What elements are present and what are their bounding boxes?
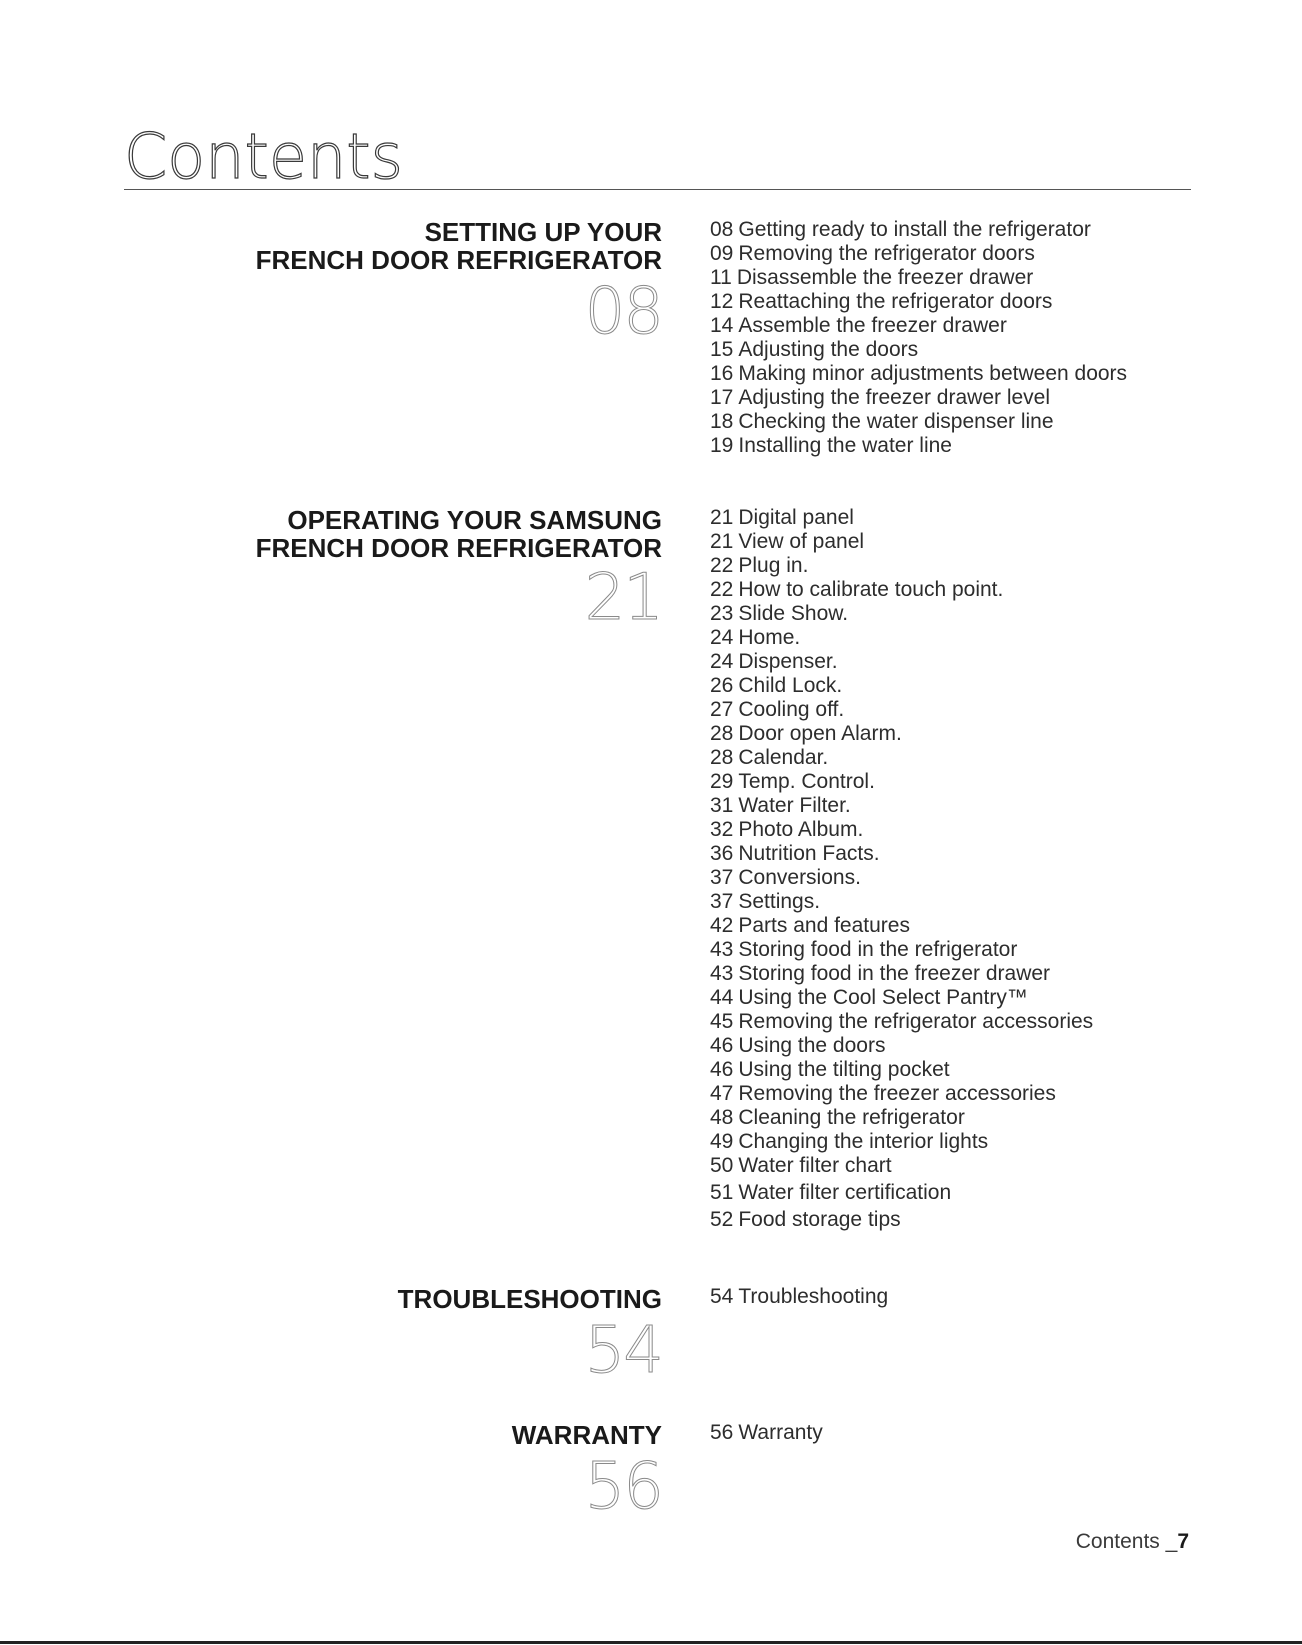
entry-page: 50 (710, 1154, 734, 1177)
footer-label: Contents _ (1075, 1530, 1178, 1553)
toc-entry[interactable] (710, 1034, 1093, 1058)
section-heading-line1: TROUBLESHOOTING (397, 1284, 662, 1314)
toc-entry[interactable] (710, 674, 1093, 698)
entry-page: 24 (710, 626, 734, 649)
section-heading-line2: FRENCH DOOR REFRIGERATOR (255, 245, 662, 275)
entry-title: Settings. (738, 890, 821, 913)
entry-page: 45 (710, 1010, 734, 1033)
toc-entry[interactable] (710, 938, 1093, 962)
section-number: 08 (584, 275, 662, 349)
section-heading (222, 1421, 662, 1449)
page-footer (1076, 1530, 1189, 1554)
entry-title: Changing the interior lights (738, 1130, 989, 1153)
entry-page: 24 (710, 650, 734, 673)
toc-entry[interactable] (710, 602, 1093, 626)
entry-title: Calendar. (738, 746, 829, 769)
entry-list (710, 1285, 888, 1309)
toc-entry[interactable] (710, 410, 1127, 434)
entry-page: 16 (710, 362, 734, 385)
entry-title: Conversions. (738, 866, 861, 889)
entry-page: 46 (710, 1034, 734, 1057)
entry-page: 46 (710, 1058, 734, 1081)
entry-page: 28 (710, 746, 734, 769)
entry-title: Removing the freezer accessories (738, 1082, 1056, 1105)
toc-entry[interactable] (710, 1285, 888, 1309)
toc-entry[interactable] (710, 698, 1093, 722)
entry-title: Home. (738, 626, 801, 649)
entry-page: 15 (710, 338, 734, 361)
entry-page: 56 (710, 1421, 734, 1444)
entry-title: Storing food in the refrigerator (738, 938, 1018, 961)
toc-entry[interactable] (710, 434, 1127, 458)
page-title: Contents (124, 120, 403, 193)
entry-title: Nutrition Facts. (738, 842, 880, 865)
toc-entry[interactable] (710, 1421, 823, 1445)
bottom-border (0, 1641, 1302, 1644)
entry-title: Reattaching the refrigerator doors (738, 290, 1053, 313)
toc-entry[interactable] (710, 1106, 1093, 1130)
entry-page: 27 (710, 698, 734, 721)
toc-entry[interactable] (710, 866, 1093, 890)
entry-list (710, 506, 1093, 1232)
section-heading (222, 506, 662, 562)
title-divider (124, 189, 1191, 190)
entry-title: Water filter chart (738, 1154, 892, 1177)
entry-page: 14 (710, 314, 734, 337)
entry-page: 52 (710, 1208, 734, 1231)
entry-page: 09 (710, 242, 734, 265)
entry-page: 31 (710, 794, 734, 817)
toc-entry[interactable] (710, 1082, 1093, 1106)
entry-page: 22 (710, 578, 734, 601)
toc-entry[interactable] (710, 290, 1127, 314)
entry-title: Disassemble the freezer drawer (736, 266, 1034, 289)
entry-title: Assemble the freezer drawer (738, 314, 1007, 337)
entry-page: 47 (710, 1082, 734, 1105)
toc-entry[interactable] (710, 218, 1127, 242)
entry-page: 54 (710, 1285, 734, 1308)
entry-page: 26 (710, 674, 734, 697)
toc-entry[interactable] (710, 386, 1127, 410)
entry-list (710, 218, 1127, 458)
entry-page: 37 (710, 890, 734, 913)
section-heading-line1: OPERATING YOUR SAMSUNG (287, 505, 662, 535)
entry-page: 28 (710, 722, 734, 745)
toc-entry[interactable] (710, 1130, 1093, 1154)
toc-entry[interactable] (710, 266, 1127, 290)
entry-page: 51 (710, 1181, 734, 1204)
section-number: 21 (584, 561, 662, 635)
entry-title: Troubleshooting (738, 1285, 889, 1308)
entry-title: How to calibrate touch point. (738, 578, 1004, 601)
entry-page: 18 (710, 410, 734, 433)
section-heading (222, 218, 662, 274)
toc-entry[interactable] (710, 314, 1127, 338)
toc-entry[interactable] (710, 530, 1093, 554)
entry-title: Adjusting the freezer drawer level (738, 386, 1051, 409)
entry-page: 19 (710, 434, 734, 457)
toc-entry[interactable] (710, 746, 1093, 770)
entry-title: Door open Alarm. (738, 722, 902, 745)
entry-title: Cooling off. (738, 698, 845, 721)
toc-entry[interactable] (710, 1058, 1093, 1082)
entry-title: Photo Album. (738, 818, 864, 841)
toc-entry[interactable] (710, 626, 1093, 650)
entry-page: 21 (710, 506, 734, 529)
entry-page: 23 (710, 602, 734, 625)
entry-title: Using the doors (738, 1034, 886, 1057)
entry-title: Child Lock. (738, 674, 843, 697)
toc-entry[interactable] (710, 818, 1093, 842)
section-heading-line2: FRENCH DOOR REFRIGERATOR (255, 533, 662, 563)
section-heading-line1: SETTING UP YOUR (424, 217, 662, 247)
entry-title: Dispenser. (738, 650, 838, 673)
toc-entry[interactable] (710, 338, 1127, 362)
section-heading-line1: WARRANTY (511, 1420, 662, 1450)
footer-page-number: 7 (1177, 1530, 1189, 1553)
toc-entry[interactable] (710, 1208, 1093, 1232)
entry-title: Parts and features (738, 914, 910, 937)
toc-entry[interactable] (710, 794, 1093, 818)
entry-title: Water filter certification (738, 1181, 952, 1204)
entry-title: Digital panel (738, 506, 854, 529)
entry-title: Removing the refrigerator accessories (738, 1010, 1094, 1033)
entry-title: Temp. Control. (738, 770, 875, 793)
entry-title: Making minor adjustments between doors (738, 362, 1128, 385)
toc-entry[interactable] (710, 842, 1093, 866)
entry-page: 37 (710, 866, 734, 889)
entry-title: Checking the water dispenser line (738, 410, 1054, 433)
entry-title: Cleaning the refrigerator (738, 1106, 965, 1129)
entry-title: Removing the refrigerator doors (738, 242, 1035, 265)
entry-title: Using the Cool Select Pantry™ (738, 986, 1028, 1009)
entry-page: 11 (710, 266, 732, 289)
entry-page: 48 (710, 1106, 734, 1129)
toc-entry[interactable] (710, 914, 1093, 938)
entry-list (710, 1421, 823, 1445)
toc-entry[interactable] (710, 1010, 1093, 1034)
entry-page: 29 (710, 770, 734, 793)
entry-title: Adjusting the doors (738, 338, 919, 361)
toc-entry[interactable] (710, 962, 1093, 986)
entry-page: 08 (710, 218, 734, 241)
toc-entry[interactable] (710, 770, 1093, 794)
toc-entry[interactable] (710, 578, 1093, 602)
entry-title: Using the tilting pocket (738, 1058, 950, 1081)
entry-title: Food storage tips (738, 1208, 901, 1231)
entry-page: 12 (710, 290, 734, 313)
toc-entry[interactable] (710, 1154, 1093, 1178)
section-number: 56 (584, 1450, 662, 1524)
entry-page: 21 (710, 530, 734, 553)
entry-page: 42 (710, 914, 734, 937)
toc-entry[interactable] (710, 362, 1127, 386)
entry-title: Getting ready to install the refrigerator (738, 218, 1091, 241)
entry-title: Water Filter. (738, 794, 851, 817)
entry-title: Slide Show. (738, 602, 849, 625)
toc-entry[interactable] (710, 986, 1093, 1010)
toc-entry[interactable] (710, 554, 1093, 578)
entry-page: 17 (710, 386, 734, 409)
section-number: 54 (584, 1314, 662, 1388)
entry-page: 36 (710, 842, 734, 865)
entry-title: Warranty (738, 1421, 823, 1444)
section-heading (222, 1285, 662, 1313)
entry-page: 32 (710, 818, 734, 841)
entry-title: Plug in. (738, 554, 809, 577)
toc-entry[interactable] (710, 650, 1093, 674)
toc-entry[interactable] (710, 506, 1093, 530)
toc-entry[interactable] (710, 890, 1093, 914)
toc-entry[interactable] (710, 1181, 1093, 1205)
toc-entry[interactable] (710, 722, 1093, 746)
entry-page: 44 (710, 986, 734, 1009)
entry-title: Installing the water line (738, 434, 952, 457)
toc-entry[interactable] (710, 242, 1127, 266)
entry-title: Storing food in the freezer drawer (738, 962, 1051, 985)
entry-page: 43 (710, 938, 734, 961)
entry-page: 49 (710, 1130, 734, 1153)
entry-page: 43 (710, 962, 734, 985)
entry-page: 22 (710, 554, 734, 577)
entry-title: View of panel (738, 530, 865, 553)
